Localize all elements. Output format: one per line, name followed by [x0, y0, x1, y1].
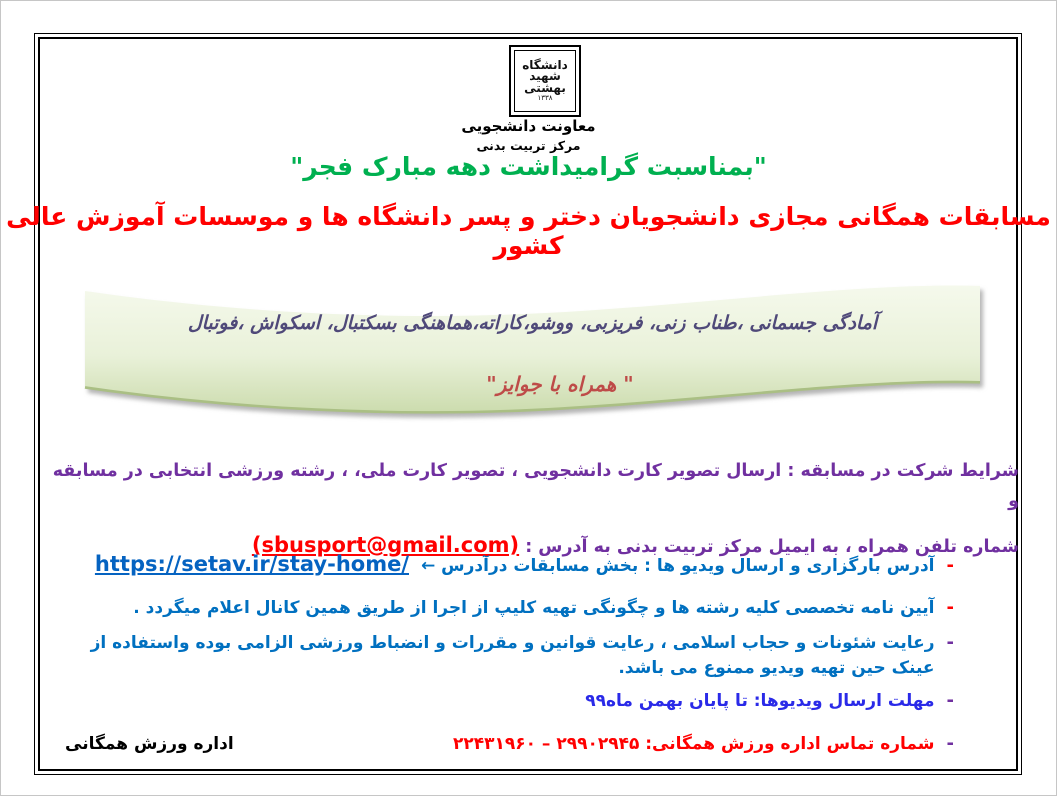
bullet-dash: - [946, 632, 954, 653]
occasion-title: "بمناسبت گرامیداشت دهه مبارک فجر" [290, 152, 767, 181]
bullet-dash: - [946, 733, 954, 754]
conditions-line-2-text: شماره تلفن همراه ، به ایمیل مرکز تربیت بدنی به آدرس : [519, 537, 1019, 557]
bullet-deadline-text: مهلت ارسال ویدیوها: تا پایان بهمن ماه۹۹ [585, 691, 935, 711]
sports-wave-banner [79, 279, 986, 421]
conditions-line-1: شرایط شرکت در مسابقه : ارسال تصویر کارت دانشجویی ، تصویر کارت ملی، ، رشته ورزشی انتخابی در مسابقه و [52, 461, 1019, 511]
wave-shape [79, 279, 986, 421]
upload-url-link[interactable]: https://setav.ir/stay-home/ [94, 552, 409, 576]
bullet-dress-code [56, 630, 954, 681]
footer-department-label: اداره ورزش همگانی [65, 734, 234, 754]
university-logo [509, 45, 581, 117]
banner-prizes-note: " همراه با جوایز" [486, 372, 634, 396]
info-bullet-list [56, 549, 954, 757]
bullet-contact-phone-text: شماره تماس اداره ورزش همگانی: ۲۹۹۰۲۹۴۵ – ۲۲۴۳۱۹۶۰ [452, 734, 935, 754]
bullet-deadline [56, 688, 954, 714]
org-line-student-deputy: معاونت دانشجویی [461, 117, 596, 135]
bullet-dash: - [946, 690, 954, 711]
logo-year: ۱۳۳۸ [537, 94, 553, 103]
university-logo-calligraphy: دانشگاه شهید بهشتی ۱۳۳۸ [514, 50, 576, 112]
bullet-dash: - [946, 597, 954, 618]
bullet-rules-announcement-text: آیین نامه تخصصی کلیه رشته ها و چگونگی تهیه کلیپ از اجرا از طریق همین کانال اعلام میگردد . [133, 598, 935, 618]
bullet-upload-address-text: آدرس بارگزاری و ارسال ویدیو ها : بخش مسابقات درآدرس ← [421, 556, 935, 576]
bullet-rules-announcement [56, 595, 954, 621]
bullet-dash: - [946, 555, 954, 576]
contact-email-link[interactable]: (sbusport@gmail.com) [251, 533, 520, 557]
bullet-upload-address [56, 549, 954, 582]
banner-sports-list: آمادگی جسمانی ،طناب زنی، فریزبی، ووشو،کاراته،هماهنگی بسکتبال، اسکواش ،فوتبال [187, 312, 878, 334]
org-line-pe-center: مرکز تربیت بدنی [476, 138, 581, 153]
bullet-dress-code-text: رعایت شئونات و حجاب اسلامی ، رعایت قوانین و مقررات و انضباط ورزشی الزامی بوده واستفاده از عینک حین تهیه ویدیو ممنوع می باشد. [90, 633, 935, 678]
main-title: مسابقات همگانی مجازی دانشجویان دختر و پسر دانشگاه ها و موسسات آموزش عالی کشور [6, 202, 1051, 260]
